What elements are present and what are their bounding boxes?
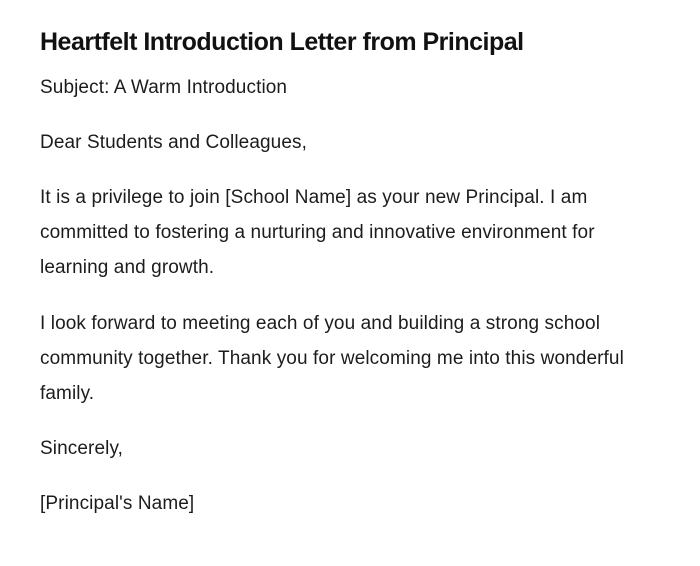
- letter-paragraph: I look forward to meeting each of you and building a strong school community together. Thank you for welcoming me into this wonderful family.: [40, 313, 624, 404]
- letter-title: Heartfelt Introduction Letter from Principal: [40, 28, 524, 56]
- letter-signature: [Principal's Name]: [40, 493, 195, 514]
- letter-subject: Subject: A Warm Introduction: [40, 77, 288, 98]
- letter-paragraph: It is a privilege to join [School Name] as your new Principal. I am committed to fostering a nurturing and innovative environment for learning and growth.: [40, 187, 595, 278]
- letter-greeting: Dear Students and Colleagues,: [40, 132, 307, 153]
- letter-closing: Sincerely,: [40, 438, 124, 459]
